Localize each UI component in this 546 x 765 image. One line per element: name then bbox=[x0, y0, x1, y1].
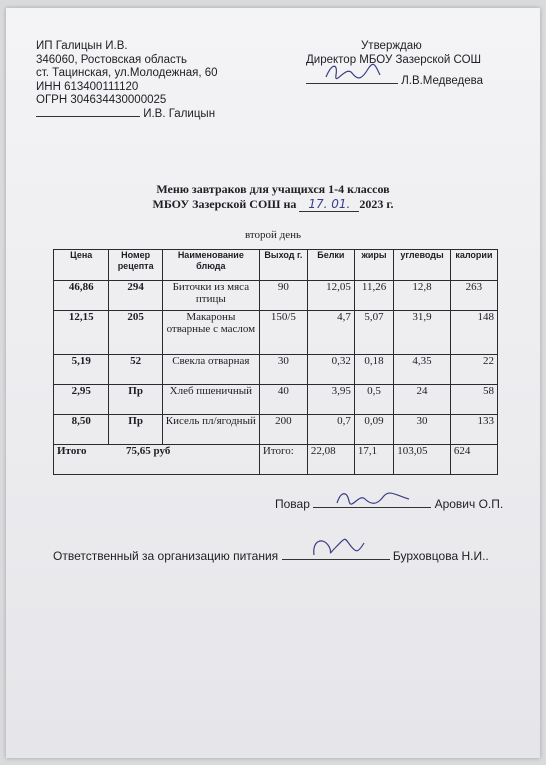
org-name: ИП Галицын И.В. bbox=[36, 40, 128, 52]
approval-block bbox=[306, 40, 483, 89]
cell-protein: 12,05 bbox=[307, 281, 354, 311]
cell-yield: 150/5 bbox=[259, 311, 307, 355]
cell-protein: 4,7 bbox=[307, 311, 354, 355]
responsible-label: Ответственный за организацию питания bbox=[53, 549, 279, 563]
col-recipe: Номер рецепта bbox=[109, 250, 162, 281]
org-inn: ИНН 613400111120 bbox=[36, 80, 139, 93]
approver-signature-blank bbox=[306, 71, 398, 84]
table-row bbox=[54, 415, 498, 445]
menu-table bbox=[53, 249, 498, 475]
org-signature-name: И.В. Галицын bbox=[143, 107, 216, 120]
responsible-signature-blank bbox=[282, 545, 390, 560]
cell-protein: 0,32 bbox=[307, 355, 354, 385]
cell-dish-name: Макароны отварные с маслом bbox=[162, 311, 259, 355]
col-carbs: углеводы bbox=[394, 250, 451, 281]
cell-fat: 5,07 bbox=[354, 311, 393, 355]
responsible-name: Бурховцова Н.И.. bbox=[392, 549, 489, 563]
cell-kcal: 133 bbox=[450, 415, 497, 445]
cell-dish-name: Биточки из мяса птицы bbox=[162, 281, 259, 311]
cell-dish-name: Хлеб пшеничный bbox=[162, 385, 259, 415]
cell-fat: 0,18 bbox=[354, 355, 393, 385]
cell-dish-name: Свекла отварная bbox=[162, 355, 259, 385]
total-kcal: 624 bbox=[450, 445, 497, 475]
school-name: МБОУ Зазерской СОШ на bbox=[152, 197, 297, 211]
table-row bbox=[54, 281, 498, 311]
day-label: второй день bbox=[244, 229, 302, 241]
cell-protein: 0,7 bbox=[307, 415, 354, 445]
org-address-1: 346060, Ростовская область bbox=[36, 53, 188, 66]
cell-recipe: Пр bbox=[109, 415, 162, 445]
cell-yield: 40 bbox=[259, 385, 307, 415]
cell-kcal: 148 bbox=[450, 311, 497, 355]
cell-price: 2,95 bbox=[54, 385, 109, 415]
col-protein: Белки bbox=[307, 250, 354, 281]
table-total-row bbox=[54, 445, 498, 475]
cell-dish-name: Кисель пл/ягодный bbox=[162, 415, 259, 445]
approver-position: Директор МБОУ Зазерской СОШ bbox=[306, 53, 482, 66]
cell-carbs: 4,35 bbox=[394, 355, 451, 385]
cell-price: 46,86 bbox=[54, 281, 109, 311]
col-kcal: калории bbox=[450, 250, 497, 281]
table-row bbox=[54, 355, 498, 385]
cell-kcal: 263 bbox=[450, 281, 497, 311]
col-yield: Выход г. bbox=[259, 250, 307, 281]
cook-label: Повар bbox=[275, 497, 310, 511]
table-header-row bbox=[54, 250, 498, 281]
cell-recipe: 205 bbox=[109, 311, 162, 355]
col-fat: жиры bbox=[354, 250, 393, 281]
total-sum: 75,65 руб bbox=[126, 445, 171, 457]
cell-price: 12,15 bbox=[54, 311, 109, 355]
cook-signature-blank bbox=[313, 493, 431, 508]
cell-carbs: 12,8 bbox=[394, 281, 451, 311]
org-signature-line bbox=[36, 108, 218, 122]
total-label: Итого bbox=[57, 445, 87, 457]
cell-yield: 200 bbox=[259, 415, 307, 445]
cell-yield: 90 bbox=[259, 281, 307, 311]
cell-recipe: 52 bbox=[109, 355, 162, 385]
table-row bbox=[54, 385, 498, 415]
org-ogrn: ОГРН 304634430000025 bbox=[36, 94, 167, 107]
cell-protein: 3,95 bbox=[307, 385, 354, 415]
org-address-2: ст. Тацинская, ул.Молодежная, 60 bbox=[36, 67, 218, 80]
cell-recipe: Пр bbox=[109, 385, 162, 415]
cell-price: 8,50 bbox=[54, 415, 109, 445]
cell-fat: 0,5 bbox=[354, 385, 393, 415]
year: 2023 г. bbox=[359, 197, 394, 211]
document-page bbox=[6, 8, 540, 758]
table-row bbox=[54, 311, 498, 355]
cell-yield: 30 bbox=[259, 355, 307, 385]
cell-carbs: 30 bbox=[394, 415, 451, 445]
handwritten-date: 17. 01. bbox=[299, 197, 359, 212]
total-carbs: 103,05 bbox=[394, 445, 451, 475]
cell-carbs: 31,9 bbox=[394, 311, 451, 355]
cell-price: 5,19 bbox=[54, 355, 109, 385]
col-price: Цена bbox=[54, 250, 109, 281]
total-label-2: Итого: bbox=[259, 445, 307, 475]
signature-blank bbox=[36, 116, 140, 117]
organization-block bbox=[36, 40, 218, 122]
total-cell bbox=[54, 445, 260, 475]
menu-subtitle bbox=[6, 197, 540, 212]
cell-recipe: 294 bbox=[109, 281, 162, 311]
cook-signature-icon bbox=[333, 487, 413, 509]
total-fat: 17,1 bbox=[354, 445, 393, 475]
cell-carbs: 24 bbox=[394, 385, 451, 415]
cell-kcal: 58 bbox=[450, 385, 497, 415]
responsible-line bbox=[53, 545, 489, 563]
col-dish-name: Наименование блюда bbox=[162, 250, 259, 281]
cell-fat: 11,26 bbox=[354, 281, 393, 311]
cell-kcal: 22 bbox=[450, 355, 497, 385]
menu-title: Меню завтраков для учащихся 1-4 классов bbox=[156, 182, 390, 196]
approver-signature-line bbox=[306, 71, 483, 89]
responsible-signature-icon bbox=[308, 535, 368, 561]
director-signature-icon bbox=[322, 61, 382, 83]
cook-name: Арович О.П. bbox=[434, 497, 504, 511]
total-protein: 22,08 bbox=[307, 445, 354, 475]
cell-fat: 0,09 bbox=[354, 415, 393, 445]
cook-line bbox=[275, 493, 503, 511]
approve-label: Утверждаю bbox=[361, 40, 422, 52]
approver-name: Л.В.Медведева bbox=[401, 75, 483, 88]
